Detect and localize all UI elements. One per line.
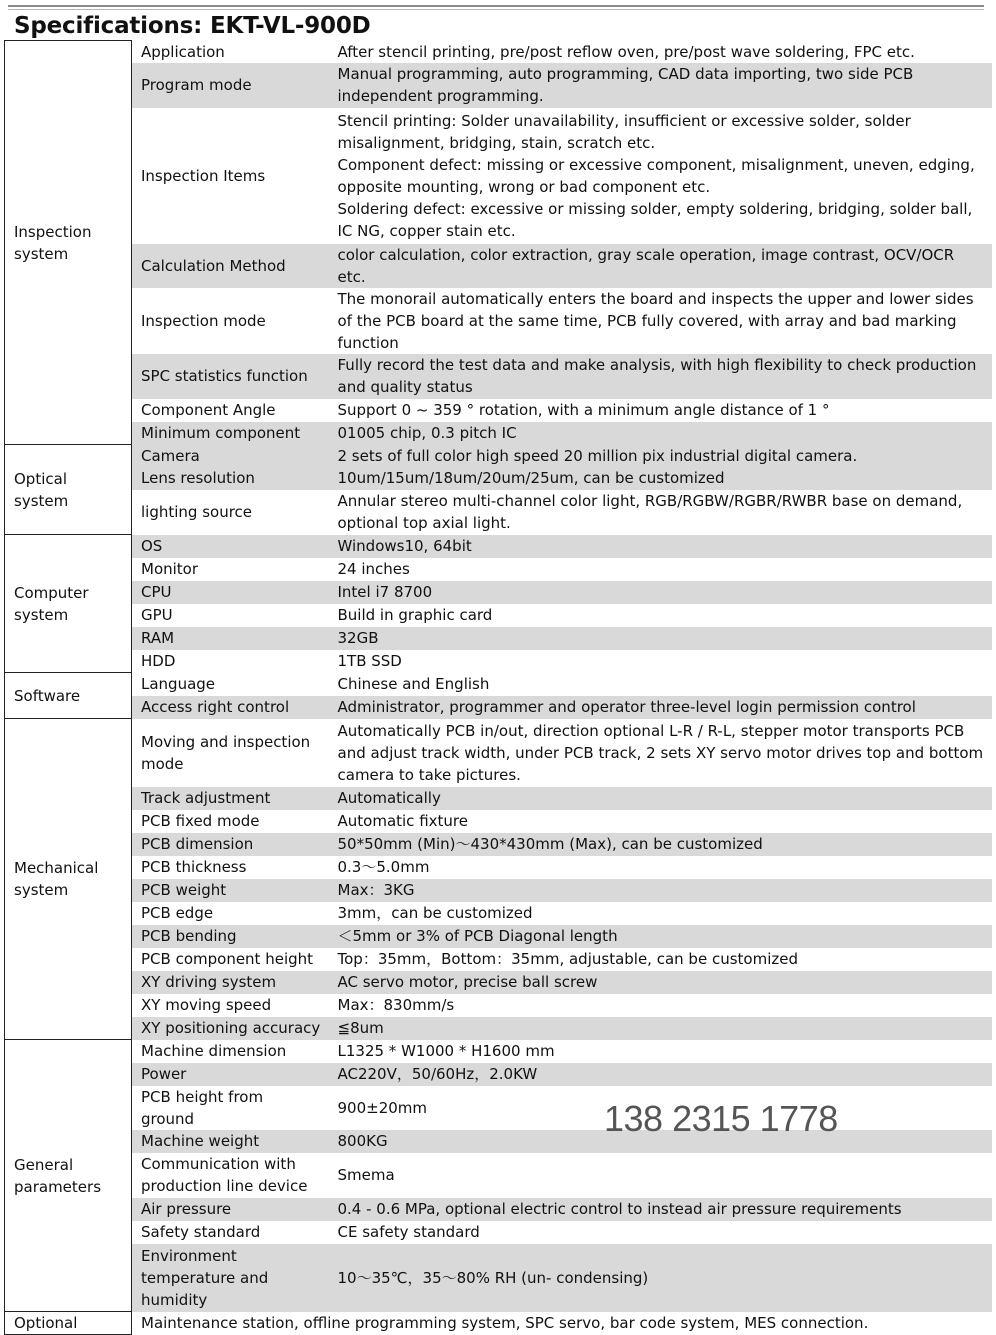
spec-value-line: 32GB — [337, 629, 379, 647]
spec-value-line: Windows10, 64bit — [337, 537, 472, 555]
spec-row — [5, 696, 992, 719]
spec-value-line: Stencil printing: Solder unavailability, insufficient or excessive solder, solder misalignment, bridging, stain, scratch etc. — [337, 111, 911, 152]
spec-item-value — [329, 1040, 992, 1063]
optional-row — [5, 1312, 992, 1335]
spec-value-line: Top：35mm，Bottom：35mm, adjustable, can be customized — [337, 950, 798, 968]
section-category: Inspection system — [5, 41, 132, 445]
spec-value-line: Administrator, programmer and operator three-level login permission control — [337, 698, 916, 716]
spec-item-label: Air pressure — [132, 1198, 329, 1221]
spec-table-body — [5, 41, 992, 1335]
spec-item-value — [329, 696, 992, 719]
spec-row — [5, 1130, 992, 1153]
spec-row — [5, 354, 992, 399]
spec-row — [5, 288, 992, 354]
spec-item-label: Machine dimension — [141, 1042, 287, 1060]
spec-row — [5, 1221, 992, 1244]
spec-row — [5, 558, 992, 581]
spec-row — [5, 902, 992, 925]
spec-item-label: Monitor — [141, 560, 199, 578]
spec-item-value — [329, 604, 992, 627]
spec-item-value — [329, 467, 992, 490]
spec-row — [5, 1017, 992, 1040]
spec-item-label: Lens resolution — [132, 467, 329, 490]
spec-value-line: The monorail automatically enters the board and inspects the upper and lower sides of the PCB board at the same time, PCB fully covered, with array and bad marking function — [337, 289, 974, 352]
section-category: Optical system — [5, 445, 132, 535]
spec-value-line: 2 sets of full color high speed 20 million pix industrial digital camera. — [337, 446, 858, 465]
spec-item-label: Calculation Method — [132, 244, 329, 288]
spec-item-value — [329, 354, 992, 399]
spec-row — [5, 948, 992, 971]
optional-value: Maintenance station, offline programming system, SPC servo, bar code system, MES connection. — [141, 1314, 869, 1332]
spec-item-value — [329, 288, 992, 354]
spec-value-line: Automatically — [337, 789, 441, 807]
spec-item-value — [329, 856, 992, 879]
spec-item-value — [329, 445, 992, 467]
spec-item-label: XY positioning accuracy — [132, 1017, 329, 1040]
spec-value-line: Automatic fixture — [337, 812, 468, 830]
spec-row — [5, 627, 992, 650]
section-category: Mechanical system — [5, 719, 132, 1040]
spec-row — [5, 994, 992, 1017]
spec-item-value — [329, 41, 992, 63]
spec-item-label: Machine weight — [132, 1130, 329, 1153]
spec-item-label: Inspection Items — [141, 166, 266, 185]
spec-item-label: Moving and inspection mode — [141, 732, 311, 773]
spec-row — [5, 63, 992, 108]
spec-row — [5, 581, 992, 604]
spec-value-line: Annular stereo multi-channel color light, RGB/RGBW/RGBR/RWBR base on demand, optional top axial light. — [337, 492, 963, 532]
spec-item-value — [329, 1244, 992, 1312]
spec-value-line: Support 0 ~ 359 ° rotation, with a minimum angle distance of 1 ° — [337, 401, 830, 419]
spec-row — [5, 856, 992, 879]
spec-item-label: OS — [132, 535, 329, 558]
top-rule — [8, 5, 984, 7]
spec-item-label: PCB bending — [132, 925, 329, 948]
spec-item-value — [329, 719, 992, 787]
optional-category: Optional — [5, 1312, 132, 1335]
spec-value-line: Chinese and English — [337, 675, 490, 693]
spec-item-label: Inspection mode — [141, 311, 266, 330]
spec-value-line: Manual programming, auto programming, CAD data importing, two side PCB independent programming. — [337, 65, 914, 105]
spec-row — [5, 244, 992, 288]
spec-value-line: 10～35℃，35～80% RH (un- condensing) — [337, 1268, 649, 1287]
spec-row — [5, 787, 992, 810]
spec-row — [5, 673, 992, 696]
spec-row — [5, 604, 992, 627]
top-rule-thin — [8, 9, 984, 10]
spec-item-value — [329, 627, 992, 650]
spec-item-label: Power — [132, 1063, 329, 1086]
spec-item-label: PCB edge — [141, 904, 214, 922]
spec-table — [4, 40, 992, 1335]
spec-row — [5, 971, 992, 994]
spec-row — [5, 445, 992, 467]
spec-row — [5, 467, 992, 490]
spec-value-line: AC220V，50/60Hz，2.0KW — [337, 1065, 538, 1083]
section-category: General parameters — [5, 1040, 132, 1312]
spec-item-value — [329, 810, 992, 833]
spec-value-line: ＜5mm or 3% of PCB Diagonal length — [337, 927, 618, 945]
spec-item-label: Access right control — [132, 696, 329, 719]
spec-value-line: Fully record the test data and make analysis, with high flexibility to check production and quality status — [337, 356, 977, 396]
spec-value-line: 24 inches — [337, 560, 410, 578]
spec-item-label: PCB weight — [132, 879, 329, 902]
section-category: Software — [5, 673, 132, 719]
spec-item-label: PCB fixed mode — [141, 812, 260, 830]
spec-item-label: Minimum component — [132, 422, 329, 445]
spec-item-label: Camera — [132, 445, 329, 467]
spec-row — [5, 422, 992, 445]
section-category: Computer system — [5, 535, 132, 673]
spec-row — [5, 490, 992, 535]
spec-item-value — [329, 994, 992, 1017]
spec-value-line: 900±20mm — [337, 1098, 428, 1117]
spec-row — [5, 1153, 992, 1198]
spec-value-line: Smema — [337, 1166, 395, 1184]
spec-value-line: Soldering defect: excessive or missing solder, empty soldering, bridging, solder ball, IC NG, copper stain etc. — [337, 199, 973, 240]
spec-item-value — [329, 63, 992, 108]
spec-item-label: SPC statistics function — [132, 354, 329, 399]
spec-item-value — [329, 1063, 992, 1086]
spec-row — [5, 535, 992, 558]
spec-item-value — [329, 925, 992, 948]
spec-value-line: 50*50mm (Min)～430*430mm (Max), can be customized — [337, 835, 763, 853]
spec-item-value — [329, 422, 992, 445]
spec-item-label: PCB dimension — [132, 833, 329, 856]
spec-value-line: 1TB SSD — [337, 652, 402, 670]
spec-row — [5, 1086, 992, 1130]
spec-item-label: RAM — [132, 627, 329, 650]
spec-item-value — [329, 879, 992, 902]
spec-item-value — [329, 948, 992, 971]
spec-item-value — [329, 787, 992, 810]
spec-row — [5, 1244, 992, 1312]
spec-item-label: Track adjustment — [132, 787, 329, 810]
spec-value-line: Intel i7 8700 — [337, 583, 433, 601]
spec-item-label: Language — [141, 675, 216, 693]
spec-item-label: PCB thickness — [141, 858, 247, 876]
spec-item-value — [329, 1198, 992, 1221]
spec-value-line: Component defect: missing or excessive component, misalignment, uneven, edging, opposite mounting, wrong or bad component etc. — [337, 155, 975, 196]
spec-item-value — [329, 108, 992, 244]
spec-row — [5, 1063, 992, 1086]
spec-row — [5, 833, 992, 856]
spec-value-line: Automatically PCB in/out, direction optional L-R / R-L, stepper motor transports PCB and adjust track width, under PCB track, 2 sets XY servo motor drives top and bottom camera to take pictures. — [337, 721, 984, 784]
spec-item-label: lighting source — [141, 503, 253, 521]
spec-value-line: 3mm，can be customized — [337, 904, 533, 922]
spec-value-line: 01005 chip, 0.3 pitch IC — [337, 424, 517, 442]
spec-row — [5, 810, 992, 833]
spec-item-label: CPU — [132, 581, 329, 604]
spec-item-value — [329, 833, 992, 856]
spec-value-line: 0.3～5.0mm — [337, 858, 430, 876]
spec-row — [5, 1198, 992, 1221]
phone-watermark: 138 2315 1778 — [604, 1098, 838, 1139]
spec-value-line: ≦8um — [337, 1019, 384, 1037]
spec-value-line: Build in graphic card — [337, 606, 493, 624]
spec-item-value — [329, 558, 992, 581]
spec-row — [5, 41, 992, 63]
spec-item-value — [329, 902, 992, 925]
spec-row — [5, 1040, 992, 1063]
spec-value-line: 10um/15um/18um/20um/25um, can be customized — [337, 469, 725, 487]
spec-value-line: CE safety standard — [337, 1223, 480, 1241]
spec-item-label: GPU — [141, 606, 173, 624]
spec-value-line: 0.4 - 0.6 MPa, optional electric control to instead air pressure requirements — [337, 1200, 902, 1218]
spec-item-label: Component Angle — [141, 401, 276, 419]
spec-item-value — [329, 1017, 992, 1040]
spec-value-line: AC servo motor, precise ball screw — [337, 973, 598, 991]
spec-value-line: After stencil printing, pre/post reflow oven, pre/post wave soldering, FPC etc. — [337, 42, 915, 61]
spec-item-value — [329, 490, 992, 535]
spec-item-value — [329, 971, 992, 994]
spec-item-value — [329, 535, 992, 558]
spec-item-label: PCB component height — [141, 950, 314, 968]
spec-item-label: Application — [141, 42, 225, 61]
spec-item-label: XY driving system — [132, 971, 329, 994]
spec-item-label: Environment temperature and humidity — [132, 1244, 329, 1312]
spec-row — [5, 879, 992, 902]
spec-value-line: 800KG — [337, 1132, 388, 1150]
spec-item-label: XY moving speed — [141, 996, 272, 1014]
spec-item-label: PCB height from ground — [141, 1087, 264, 1128]
spec-value-line: L1325 * W1000 * H1600 mm — [337, 1042, 555, 1060]
spec-value-line: color calculation, color extraction, gray scale operation, image contrast, OCV/OCR etc. — [337, 245, 955, 286]
spec-row — [5, 650, 992, 673]
spec-value-line: Max：3KG — [337, 881, 415, 899]
spec-row — [5, 108, 992, 244]
spec-row — [5, 719, 992, 787]
spec-row — [5, 399, 992, 422]
spec-item-value — [329, 1153, 992, 1198]
spec-item-value — [329, 581, 992, 604]
spec-row — [5, 925, 992, 948]
spec-item-value — [329, 650, 992, 673]
spec-item-value — [329, 1221, 992, 1244]
spec-item-label: HDD — [141, 652, 176, 670]
page-title: Specifications: EKT-VL-900D — [14, 13, 371, 39]
spec-item-value — [329, 673, 992, 696]
spec-item-label: Program mode — [132, 63, 329, 108]
spec-item-label: Safety standard — [141, 1223, 261, 1241]
spec-item-value — [329, 399, 992, 422]
spec-value-line: Max：830mm/s — [337, 996, 455, 1014]
spec-item-value — [329, 244, 992, 288]
spec-item-label: Communication with production line device — [141, 1155, 308, 1195]
